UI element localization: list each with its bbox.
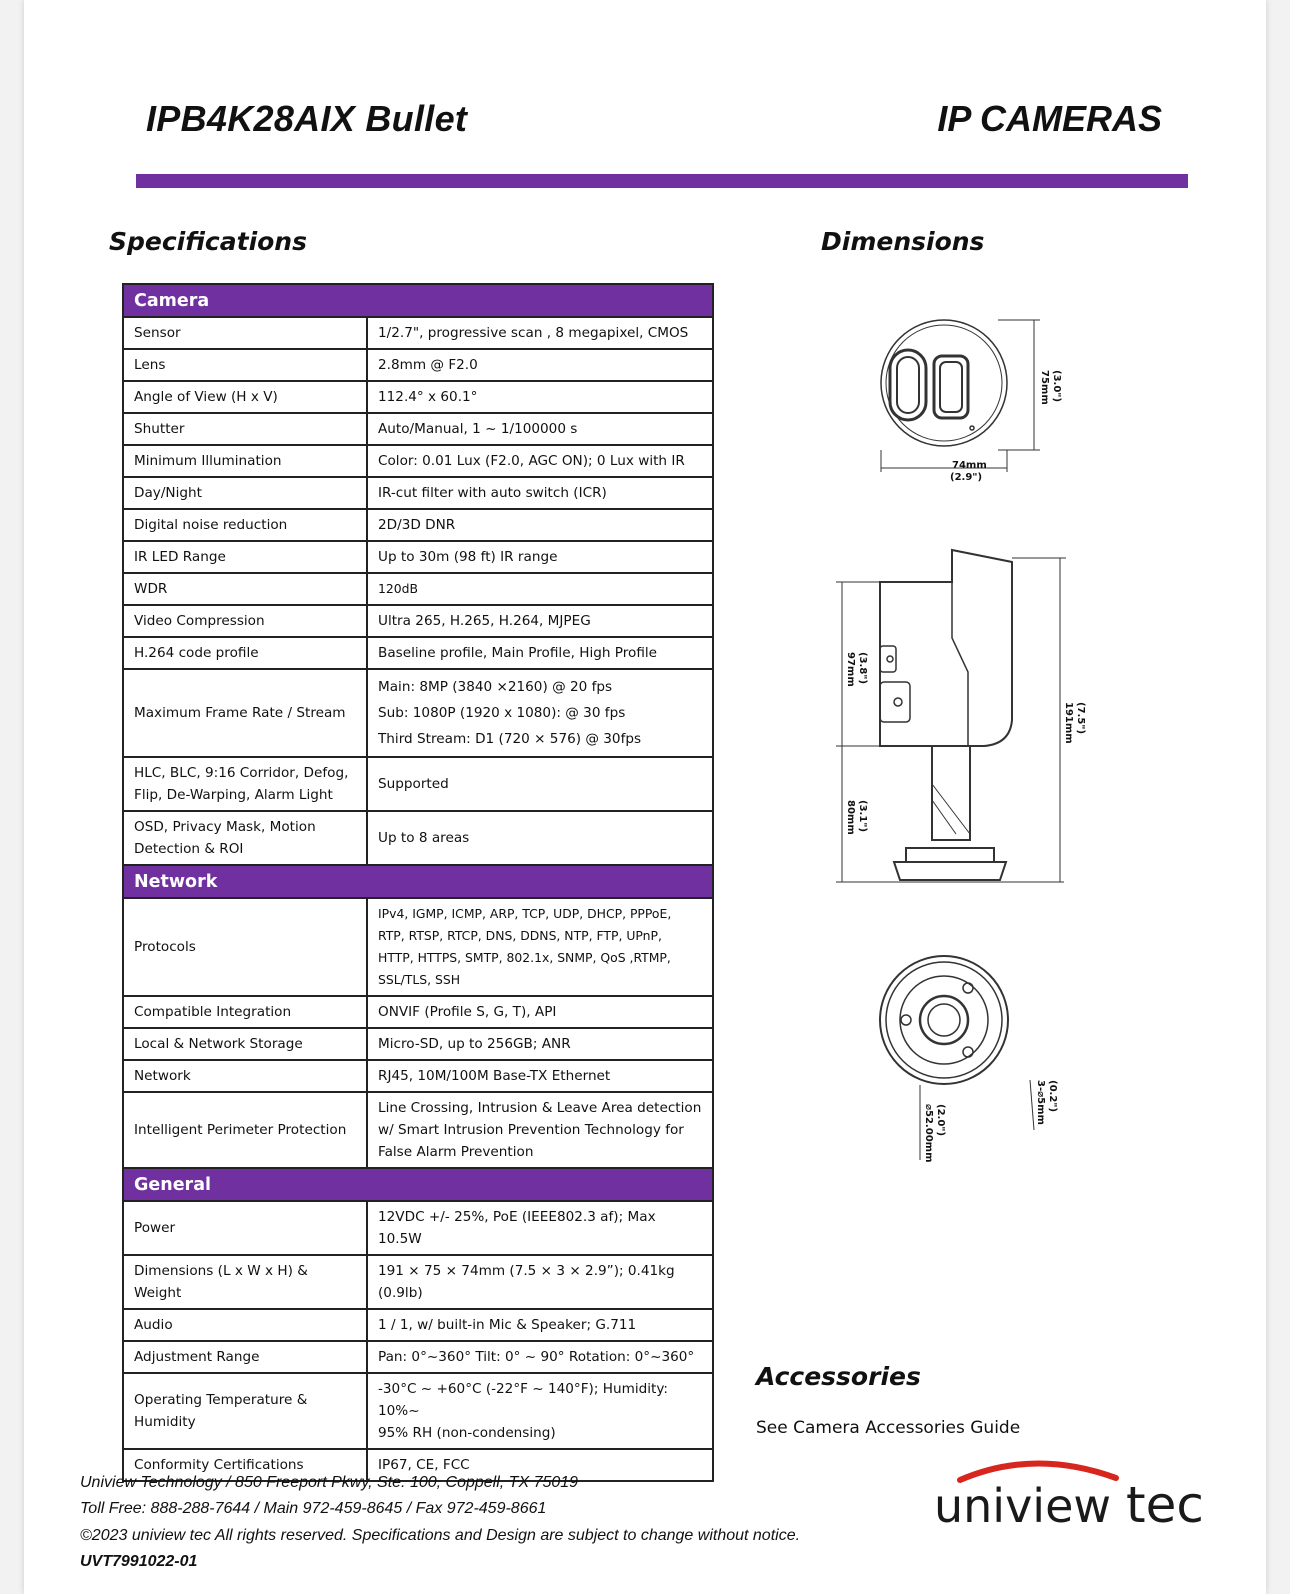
front-width-in-label: (2.9") <box>950 472 983 483</box>
spec-label: Power <box>123 1201 367 1255</box>
spec-value-line: Baseline profile, Main Profile, High Profile <box>378 645 658 661</box>
spec-value-line: 191 × 75 × 74mm (7.5 × 3 × 2.9”); 0.41kg (0.9lb) <box>378 1263 675 1301</box>
category-row-network <box>123 865 713 898</box>
spec-label: Adjustment Range <box>123 1341 367 1373</box>
spec-row <box>123 898 713 996</box>
spec-label: H.264 code profile <box>123 637 367 669</box>
spec-value <box>367 637 713 669</box>
spec-label: Intelligent Perimeter Protection <box>123 1092 367 1168</box>
spec-value-line: HTTP, HTTPS, SMTP, 802.1x, SNMP, QoS ,RTMP, <box>378 950 671 965</box>
base-diameter-label: ⌀52.00mm <box>923 1104 934 1163</box>
side-top-in-label: (3.8") <box>857 652 868 685</box>
spec-value <box>367 349 713 381</box>
spec-row <box>123 1060 713 1092</box>
category-label: General <box>123 1168 713 1201</box>
spec-label: Maximum Frame Rate / Stream <box>123 669 367 757</box>
product-title: IPB4K28AIX Bullet <box>146 98 468 139</box>
spec-value <box>367 605 713 637</box>
spec-value <box>367 1255 713 1309</box>
logo-word-uniview: uniview <box>934 1479 1112 1532</box>
footer-phones: Toll Free: 888-288-7644 / Main 972-459-8645 / Fax 972-459-8661 <box>80 1500 547 1517</box>
spec-value <box>367 1092 713 1168</box>
spec-value-line: ONVIF (Profile S, G, T), API <box>378 1004 557 1020</box>
spec-row <box>123 996 713 1028</box>
spec-value-line: 1 / 1, w/ built-in Mic & Speaker; G.711 <box>378 1317 637 1333</box>
spec-row <box>123 1092 713 1168</box>
spec-row <box>123 1341 713 1373</box>
spec-value-line: Micro-SD, up to 256GB; ANR <box>378 1036 571 1052</box>
dimensions-heading: Dimensions <box>821 227 985 256</box>
spec-value-line: Ultra 265, H.265, H.264, MJPEG <box>378 613 591 629</box>
base-holes-label: 3-⌀5mm <box>1035 1080 1046 1125</box>
spec-value <box>367 1341 713 1373</box>
spec-label: Conformity Certifications <box>123 1449 367 1481</box>
spec-value-line: 1/2.7", progressive scan , 8 megapixel, CMOS <box>378 325 689 341</box>
spec-value-line: IR-cut filter with auto switch (ICR) <box>378 485 607 501</box>
spec-value-line: Third Stream: D1 (720 × 576) @ 30fps <box>378 731 642 747</box>
spec-label: Local & Network Storage <box>123 1028 367 1060</box>
spec-value-line: SSL/TLS, SSH <box>378 972 461 987</box>
product-category: IP CAMERAS <box>937 98 1162 139</box>
spec-label: Day/Night <box>123 477 367 509</box>
front-height-in-label: (3.0") <box>1051 370 1062 403</box>
spec-row <box>123 477 713 509</box>
spec-value-line: 95% RH (non-condensing) <box>378 1425 556 1441</box>
spec-label: Dimensions (L x W x H) & Weight <box>123 1255 367 1309</box>
spec-value-line: 2.8mm @ F2.0 <box>378 357 478 373</box>
side-total-in-label: (7.5") <box>1075 702 1086 735</box>
specifications-heading: Specifications <box>109 227 307 256</box>
spec-value <box>367 445 713 477</box>
spec-label: HLC, BLC, 9:16 Corridor, Defog, Flip, De-Warping, Alarm Light <box>123 757 367 811</box>
category-row-general <box>123 1168 713 1201</box>
spec-value-line: 12VDC +/- 25%, PoE (IEEE802.3 af); Max 10.5W <box>378 1209 656 1247</box>
spec-value-line: Supported <box>378 776 449 792</box>
side-bottom-label: 80mm <box>845 800 856 835</box>
spec-value-line: Auto/Manual, 1 ~ 1/100000 s <box>378 421 578 437</box>
front-width-label: 74mm <box>952 460 987 471</box>
spec-value <box>367 898 713 996</box>
base-view-drawing <box>880 956 1034 1160</box>
spec-row <box>123 317 713 349</box>
spec-value-line: Sub: 1080P (1920 x 1080): @ 30 fps <box>378 705 626 721</box>
spec-value-line: False Alarm Prevention <box>378 1144 534 1160</box>
spec-label: IR LED Range <box>123 541 367 573</box>
spec-row <box>123 605 713 637</box>
logo-arc <box>960 1463 1116 1480</box>
spec-value <box>367 1201 713 1255</box>
spec-label: Compatible Integration <box>123 996 367 1028</box>
uniview-tec-logo <box>930 1456 1220 1532</box>
spec-row <box>123 1255 713 1309</box>
footer-copyright: ©2023 uniview tec All rights reserved. Specifications and Design are subject to change without notice. <box>80 1527 801 1544</box>
spec-value-line: RJ45, 10M/100M Base-TX Ethernet <box>378 1068 611 1084</box>
specifications-table <box>122 283 714 1482</box>
spec-row <box>123 1309 713 1341</box>
side-view-drawing <box>836 550 1066 882</box>
spec-row <box>123 413 713 445</box>
spec-value <box>367 509 713 541</box>
side-bottom-in-label: (3.1") <box>857 800 868 833</box>
spec-value <box>367 757 713 811</box>
spec-value-line: Up to 30m (98 ft) IR range <box>378 549 558 565</box>
spec-row <box>123 637 713 669</box>
spec-value-line: 112.4° x 60.1° <box>378 389 478 405</box>
spec-value <box>367 996 713 1028</box>
category-row-camera <box>123 284 713 317</box>
spec-value-line: w/ Smart Intrusion Prevention Technology for <box>378 1122 684 1138</box>
spec-row <box>123 757 713 811</box>
datasheet-page <box>24 0 1266 1594</box>
header-rule <box>136 174 1188 188</box>
spec-value <box>367 381 713 413</box>
spec-value-line: Color: 0.01 Lux (F2.0, AGC ON); 0 Lux with IR <box>378 453 685 469</box>
spec-value <box>367 669 713 757</box>
spec-value-line: IPv4, IGMP, ICMP, ARP, TCP, UDP, DHCP, PPPoE, <box>378 906 672 921</box>
spec-row <box>123 669 713 757</box>
spec-label: Operating Temperature & Humidity <box>123 1373 367 1449</box>
spec-row <box>123 1028 713 1060</box>
spec-label: Minimum Illumination <box>123 445 367 477</box>
base-holes-in-label: (0.2") <box>1047 1080 1058 1113</box>
spec-label: WDR <box>123 573 367 605</box>
spec-label: Network <box>123 1060 367 1092</box>
spec-value-line: Line Crossing, Intrusion & Leave Area detection <box>378 1100 702 1116</box>
spec-value-line: -30°C ~ +60°C (-22°F ~ 140°F); Humidity: 10%~ <box>378 1381 668 1419</box>
spec-value <box>367 811 713 865</box>
spec-row <box>123 509 713 541</box>
footer-address: Uniview Technology / 850 Freeport Pkwy, Ste. 100, Coppell, TX 75019 <box>80 1474 579 1491</box>
spec-row <box>123 573 713 605</box>
spec-label: Audio <box>123 1309 367 1341</box>
spec-value <box>367 413 713 445</box>
spec-row <box>123 541 713 573</box>
spec-value-line: 120dB <box>378 581 419 596</box>
spec-label: Lens <box>123 349 367 381</box>
spec-value-line: RTP, RTSP, RTCP, DNS, DDNS, NTP, FTP, UPnP, <box>378 928 662 943</box>
spec-row <box>123 349 713 381</box>
spec-value-line: Main: 8MP (3840 ×2160) @ 20 fps <box>378 679 613 695</box>
base-diameter-in-label: (2.0") <box>935 1104 946 1137</box>
category-label: Network <box>123 865 713 898</box>
side-total-label: 191mm <box>1063 702 1074 744</box>
spec-row <box>123 381 713 413</box>
front-height-label: 75mm <box>1039 370 1050 405</box>
spec-value <box>367 541 713 573</box>
front-view-drawing <box>881 320 1040 472</box>
spec-value <box>367 317 713 349</box>
spec-value-line: IP67, CE, FCC <box>378 1457 470 1473</box>
accessories-guide-text: See Camera Accessories Guide <box>756 1418 1021 1438</box>
spec-value-line: 2D/3D DNR <box>378 517 456 533</box>
logo-word-tec: tec <box>1126 1476 1204 1532</box>
spec-row <box>123 445 713 477</box>
spec-value <box>367 573 713 605</box>
spec-value-line: Pan: 0°~360° Tilt: 0° ~ 90° Rotation: 0°~360° <box>378 1349 695 1365</box>
side-top-label: 97mm <box>845 652 856 687</box>
spec-label: Angle of View (H x V) <box>123 381 367 413</box>
spec-value-line: Up to 8 areas <box>378 830 470 846</box>
spec-row <box>123 811 713 865</box>
spec-label: Protocols <box>123 898 367 996</box>
spec-row <box>123 1201 713 1255</box>
spec-value <box>367 477 713 509</box>
dimension-drawings <box>834 300 1094 1200</box>
spec-value <box>367 1028 713 1060</box>
spec-label: Shutter <box>123 413 367 445</box>
spec-label: OSD, Privacy Mask, Motion Detection & ROI <box>123 811 367 865</box>
category-label: Camera <box>123 284 713 317</box>
spec-value <box>367 1060 713 1092</box>
spec-row <box>123 1373 713 1449</box>
spec-label: Video Compression <box>123 605 367 637</box>
spec-value <box>367 1309 713 1341</box>
spec-value <box>367 1373 713 1449</box>
accessories-heading: Accessories <box>756 1362 921 1391</box>
spec-label: Digital noise reduction <box>123 509 367 541</box>
footer-doc-code: UVT7991022-01 <box>80 1553 198 1570</box>
spec-label: Sensor <box>123 317 367 349</box>
